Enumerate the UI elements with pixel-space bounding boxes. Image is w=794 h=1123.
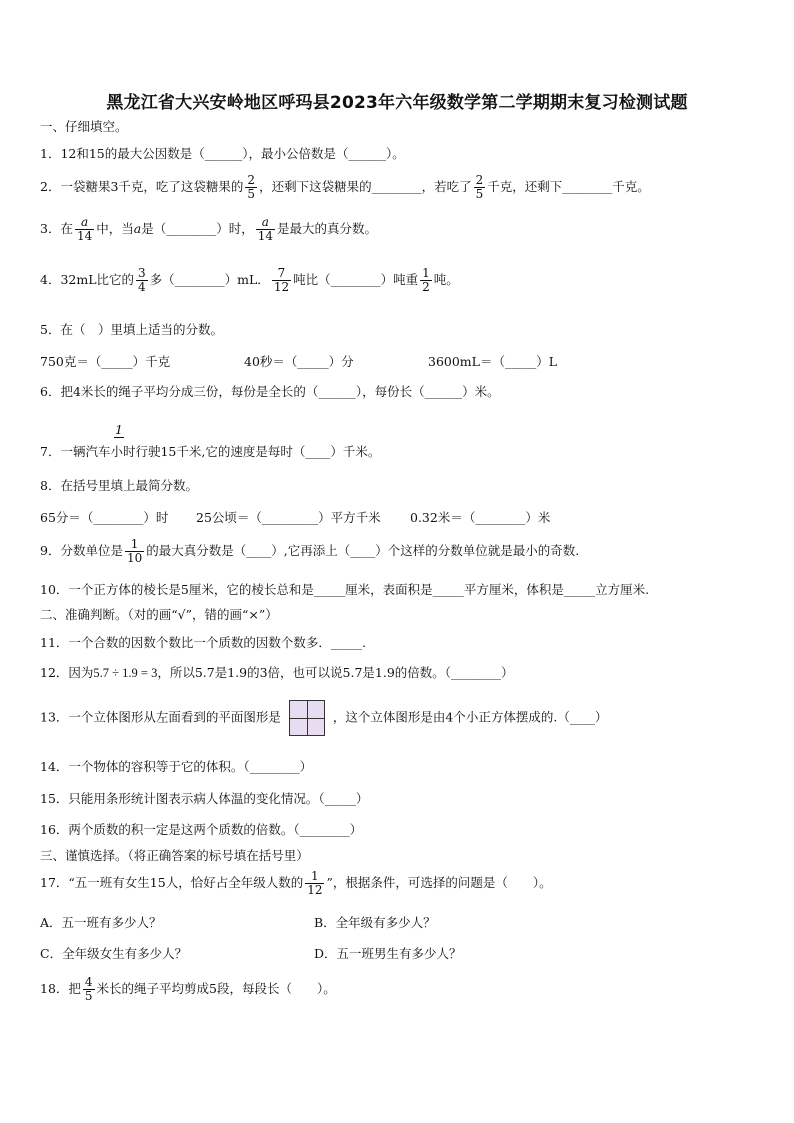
q3-text-b: 中，当 — [96, 221, 134, 236]
q17-option-a: A．五一班有多少人？ — [40, 915, 162, 930]
q7-fraction-mark — [114, 422, 124, 438]
section-heading-1: 一、仔细填空。 — [40, 119, 128, 134]
q12-expression: 5.7 ÷ 1.9 = 3 — [93, 666, 158, 680]
q2-fraction-2 — [474, 174, 486, 201]
question-17 — [40, 870, 552, 897]
q8-item-b: 25公顷＝（_________）平方千米 — [196, 510, 381, 525]
question-15: 15．只能用条形统计图表示病人体温的变化情况。（_____） — [40, 791, 369, 806]
q4-f3-den: 2 — [422, 280, 430, 294]
q3-variable: a — [133, 221, 142, 236]
q3-f2-den: 14 — [257, 229, 273, 243]
q18-f-den: 5 — [84, 989, 93, 1003]
question-14: 14．一个物体的容积等于它的体积。（________） — [40, 759, 313, 774]
q18-f-num: 4 — [84, 975, 93, 989]
q17-option-c: C．全年级女生有多少人？ — [40, 946, 188, 961]
q17-fraction — [305, 870, 324, 897]
q18-text-a: 18．把 — [40, 981, 81, 996]
q4-f1-den: 4 — [138, 280, 146, 294]
question-7: 7．一辆汽车小时行驶15千米,它的速度是每时（____）千米。 — [40, 444, 381, 459]
q3-fraction-1 — [75, 216, 94, 243]
q2-text-c: 千克，还剩下________千克。 — [487, 179, 650, 194]
q2-text-a: 2．一袋糖果3千克，吃了这袋糖果的 — [40, 179, 244, 194]
question-9 — [40, 538, 579, 565]
q4-text-b: 多（________）mL． — [149, 272, 270, 287]
q5-item-b: 40秒＝（_____）分 — [244, 354, 354, 369]
question-1: 1．12和15的最大公因数是（______），最小公倍数是（______）。 — [40, 146, 405, 161]
question-3 — [40, 216, 377, 243]
q17-text-b: ”，根据条件，可选择的问题是（ ）。 — [326, 875, 552, 890]
q13-text-b: ，这个立体图形是由4个小正方体摆成的.（____） — [332, 709, 608, 725]
question-12 — [40, 665, 514, 681]
page-title: 黑龙江省大兴安岭地区呼玛县2023年六年级数学第二学期期末复习检测试题 — [106, 93, 688, 113]
q13-text-a: 13．一个立体图形从左面看到的平面图形是 — [40, 709, 281, 725]
question-4 — [40, 267, 459, 294]
q3-f1-num: a — [81, 215, 89, 229]
q17-option-d: D．五一班男生有多少人？ — [314, 946, 462, 961]
q17-f-den: 12 — [307, 883, 323, 897]
question-5: 5．在（ ）里填上适当的分数。 — [40, 322, 223, 337]
q4-fraction-1 — [136, 267, 148, 294]
question-16: 16．两个质数的积一定是这两个质数的倍数。（________） — [40, 822, 363, 837]
question-18 — [40, 976, 336, 1003]
question-2 — [40, 174, 650, 201]
question-13 — [40, 700, 607, 736]
q12-text-b: ，所以5.7是1.9的3倍，也可以说5.7是1.9的倍数。（________） — [157, 665, 514, 680]
q9-text-a: 9．分数单位是 — [40, 543, 123, 558]
q7-mark-num: 1 — [115, 422, 123, 437]
q4-text-a: 4．32mL比它的 — [40, 272, 135, 287]
question-11: 11．一个合数的因数个数比一个质数的因数个数多．_____. — [40, 635, 367, 650]
q3-f2-num: a — [261, 215, 269, 229]
section-heading-3: 三、谨慎选择。（将正确答案的标号填在括号里） — [40, 848, 309, 863]
question-10: 10．一个正方体的棱长是5厘米，它的棱长总和是_____厘米，表面积是_____平方厘米，体积是_____立方厘米. — [40, 582, 650, 597]
q4-text-d: 吨。 — [433, 272, 459, 287]
q12-text-a: 12．因为 — [40, 665, 94, 680]
q2-f2-num: 2 — [475, 173, 484, 187]
q18-fraction — [83, 976, 95, 1003]
q3-text-a: 3．在 — [40, 221, 73, 236]
q3-fraction-2 — [256, 216, 275, 243]
q2-f1-den: 5 — [247, 187, 256, 201]
q8-item-c: 0.32米＝（________）米 — [410, 510, 551, 525]
q2-text-b: ，还剩下这袋糖果的________，若吃了 — [259, 179, 472, 194]
q3-text-c: 是（________）时， — [141, 221, 254, 236]
q5-item-a: 750克＝（_____）千克 — [40, 354, 171, 369]
q17-text-a: 17．“五一班有女生15人，恰好占全年级人数的 — [40, 875, 304, 890]
four-square-view-figure — [289, 700, 325, 736]
q17-f-num: 1 — [311, 869, 319, 883]
section-heading-2: 二、准确判断。（对的画“√”，错的画“×”） — [40, 607, 278, 622]
q5-item-c: 3600mL＝（_____）L — [428, 354, 558, 369]
q4-f1-num: 3 — [138, 266, 146, 280]
q3-text-d: 是最大的真分数。 — [277, 221, 378, 236]
q18-text-b: 米长的绳子平均剪成5段，每段长（ ）。 — [96, 981, 336, 996]
q4-f3-num: 1 — [422, 266, 430, 280]
question-8: 8．在括号里填上最简分数。 — [40, 478, 198, 493]
q9-text-b: 的最大真分数是（____）,它再添上（____）个这样的分数单位就是最小的奇数. — [146, 543, 580, 558]
q8-item-a: 65分＝（________）时 — [40, 510, 169, 525]
q4-f2-num: 7 — [277, 266, 286, 280]
question-6: 6．把4米长的绳子平均分成三份，每份是全长的（______），每份长（______）米。 — [40, 384, 500, 399]
q9-f-den: 10 — [126, 551, 143, 565]
q9-f-num: 1 — [130, 537, 139, 551]
q4-fraction-3 — [420, 267, 432, 294]
q2-f1-num: 2 — [247, 173, 256, 187]
q9-fraction — [125, 538, 144, 565]
q4-f2-den: 12 — [273, 280, 290, 294]
q17-option-b: B．全年级有多少人？ — [314, 915, 436, 930]
q4-text-c: 吨比（________）吨重 — [293, 272, 419, 287]
q3-f1-den: 14 — [76, 229, 93, 243]
q4-fraction-2 — [272, 267, 291, 294]
q2-fraction-1 — [245, 174, 257, 201]
q2-f2-den: 5 — [475, 187, 484, 201]
